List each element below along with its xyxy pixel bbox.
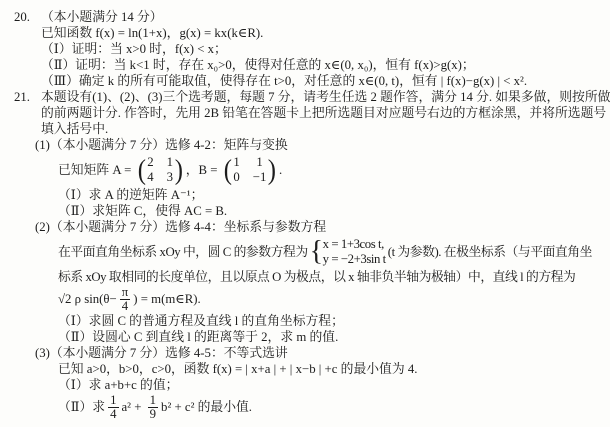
matrix-a-cell: 1 [166, 155, 174, 169]
matrix-line-prefix: 已知矩阵 A = [58, 163, 135, 177]
right-paren: ) [268, 153, 277, 186]
matrix-b-cell: 1 [233, 155, 240, 169]
b-c-squared-term: b² + c² 的最小值. [161, 400, 252, 414]
matrix-line-suffix: . [279, 163, 283, 177]
subquestion-3-body [58, 361, 606, 421]
matrix-a-cell: 4 [147, 170, 154, 184]
subquestion-2-body [58, 235, 606, 345]
problem-20-part-1: （Ⅰ）证明：当 x>0 时，f(x) < x； [41, 42, 227, 56]
parametric-equation-line [58, 235, 606, 269]
problem-20-part-3: （Ⅲ）确定 k 的所有可能取值，使得存在 t>0，对任意的 x∈(0, t)，恒有 | f(x)−g(x) | < x². [41, 74, 528, 88]
rho-sin-term: ρ sin(θ− [74, 292, 117, 306]
matrix-definition-line [58, 153, 606, 187]
left-paren: ( [137, 153, 146, 186]
parametric-line-prefix: 在平面直角坐标系 xOy 中，圆 C 的参数方程为 [58, 245, 308, 259]
problem-21-number: 21. [14, 90, 30, 104]
problem-20-title: （本小题满分 14 分） [41, 10, 163, 24]
problem-21-intro-line-1: 本题设有(1)、(2)、(3)三个选考题，每题 7 分，请考生任选 2 题作答，满分 14 分. 如果多做，则按所做 [41, 90, 610, 104]
subquestion-1-header: (1)（本小题满分 7 分）选修 4-2：矩阵与变换 [35, 138, 288, 152]
matrix-line-mid: ，B = [185, 163, 221, 177]
subquestion-2-part-2: （Ⅱ）设圆心 C 到直线 l 的距离等于 2，求 m 的值. [58, 330, 339, 344]
parametric-eq-x: x = 1+3cos t, [322, 237, 384, 251]
matrix-b-cell: −1 [252, 170, 267, 184]
problem-21-intro-line-3: 填入括号中. [41, 122, 109, 136]
subquestion-3-header: (3)（本小题满分 7 分）选修 4-5：不等式选讲 [35, 346, 288, 360]
fraction-denominator: 4 [121, 298, 129, 313]
subquestion-2-part-1: （Ⅰ）求圆 C 的普通方程及直线 l 的直角坐标方程； [58, 314, 344, 328]
part-2-prefix: （Ⅱ）求 [58, 400, 106, 414]
matrix-a-cells [146, 154, 174, 186]
problem-20-part-2: （Ⅱ）证明：当 k<1 时，存在 x₀>0，使得对任意的 x∈(0, x₀)，恒有 f(x)>g(x)； [41, 58, 475, 72]
subquestion-3 [35, 345, 606, 421]
fraction-denominator: 4 [110, 406, 117, 421]
matrix-a-cell: 3 [166, 170, 174, 184]
left-brace: { [309, 236, 323, 267]
subquestion-1-body [58, 153, 606, 219]
subquestion-3-part-1: （Ⅰ）求 a+b+c 的值； [58, 378, 179, 392]
matrix-b [223, 154, 277, 186]
fraction-numerator: π [121, 284, 129, 299]
right-paren: ) [174, 153, 183, 186]
polar-context-line: 标系 xOy 取相同的长度单位，且以原点 O 为极点，以 x 轴非负半轴为极轴）中，直线 l 的方程为 [58, 270, 576, 284]
equation-tail: ) = m(m∈R). [133, 292, 201, 306]
subquestion-1 [35, 137, 606, 219]
matrix-a [137, 154, 184, 186]
problem-21 [14, 89, 610, 421]
fraction-1-over-4 [108, 394, 118, 421]
subquestion-1-part-2: （Ⅱ）求矩阵 C，使得 AC = B. [58, 204, 228, 218]
fraction-numerator: 1 [110, 392, 117, 407]
problem-20 [14, 9, 606, 89]
problem-20-number: 20. [14, 10, 30, 24]
problem-20-given: 已知函数 f(x) = ln(1+x)，g(x) = kx(k∈R). [41, 26, 264, 40]
min-value-expression-line [58, 393, 606, 421]
left-paren: ( [223, 153, 232, 186]
fraction-1-over-9 [148, 394, 158, 421]
sqrt-two: √2 [58, 292, 75, 306]
matrix-b-cells [232, 154, 267, 186]
matrix-b-cell: 1 [256, 155, 263, 169]
subquestion-2 [35, 219, 606, 345]
a-squared-term: a² + [121, 400, 145, 414]
subquestion-2-header: (2)（本小题满分 7 分）选修 4-4：坐标系与参数方程 [35, 220, 327, 234]
parametric-eq-y: y = −2+3sin t [322, 252, 386, 266]
subquestion-1-part-1: （Ⅰ）求 A 的逆矩阵 A⁻¹； [58, 188, 204, 202]
problem-20-body [41, 9, 606, 89]
fraction-pi-over-4 [120, 286, 130, 313]
subquestion-3-given: 已知 a>0，b>0，c>0，函数 f(x) = | x+a | + | x−b | +c 的最小值为 4. [58, 362, 418, 376]
parametric-system-lines [323, 237, 386, 267]
problem-21-intro-line-2: 的前两题计分. 作答时，先用 2B 铅笔在答题卡上把所选题目对应题号右边的方框涂黑，并将所选题号 [41, 106, 607, 120]
polar-line-equation [58, 285, 606, 313]
fraction-numerator: 1 [149, 392, 157, 407]
matrix-b-cell: 0 [233, 170, 240, 184]
fraction-denominator: 9 [149, 406, 157, 421]
problem-21-body [35, 89, 610, 421]
matrix-a-cell: 2 [147, 155, 154, 169]
parametric-line-suffix: (t 为参数). 在极坐标系（与平面直角坐 [387, 245, 592, 259]
parametric-system [310, 237, 386, 267]
